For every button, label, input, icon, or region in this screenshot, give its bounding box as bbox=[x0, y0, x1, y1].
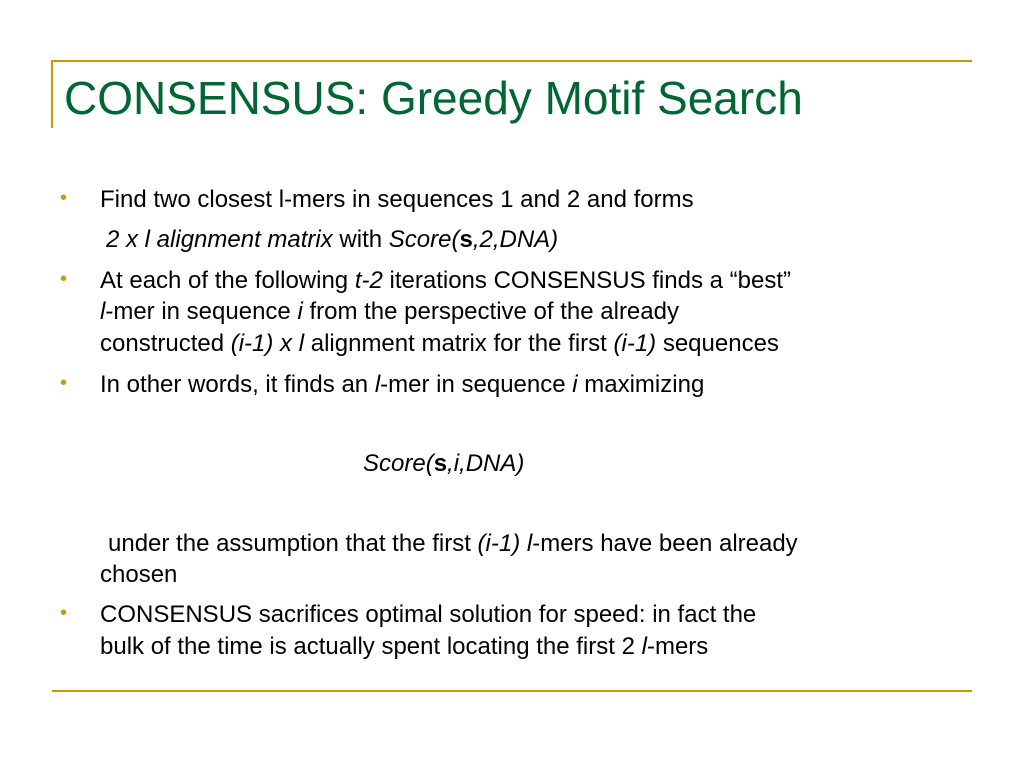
bullet-4-l: l bbox=[641, 633, 647, 660]
bullet-3-text-a: In other words, it finds an bbox=[100, 371, 375, 398]
formula-open: Score( bbox=[363, 450, 434, 477]
bullet-2-text-c: iterations CONSENSUS finds a “best” bbox=[382, 267, 791, 294]
bullet-3-text-e: maximizing bbox=[577, 371, 705, 398]
formula-s: s bbox=[433, 450, 448, 477]
bullet-3-line-1 bbox=[100, 369, 704, 400]
bullet-2-line-1 bbox=[100, 265, 791, 296]
bullet-2-t2: t-2 bbox=[354, 267, 383, 294]
bullet-4-line-2 bbox=[100, 631, 708, 662]
bullet-2-matrix-dims: (i-1) x l bbox=[230, 330, 305, 357]
title-top-rule bbox=[52, 60, 972, 62]
score-formula bbox=[363, 448, 524, 479]
bullet-3-line-4: chosen bbox=[100, 561, 178, 588]
bullet-3-text-h: -mers have been already bbox=[532, 530, 798, 557]
bullet-2-line-3 bbox=[100, 328, 779, 359]
bullet-3-i: i bbox=[572, 371, 578, 398]
bullet-2-text-d: from the perspective of the already bbox=[302, 298, 679, 325]
bullet-2-text-g: sequences bbox=[656, 330, 779, 357]
footer-rule bbox=[52, 690, 972, 692]
bullet-1-line-1: Find two closest l-mers in sequences 1 and 2 and forms bbox=[100, 186, 694, 213]
bullet-2-text-e: constructed bbox=[100, 330, 231, 357]
score-fn-open: Score( bbox=[388, 226, 460, 253]
bullet-4-text-c: -mers bbox=[646, 633, 709, 660]
slide-title: CONSENSUS: Greedy Motif Search bbox=[64, 72, 803, 124]
bullet-4-line-1: CONSENSUS sacrifices optimal solution for speed: in fact the bbox=[100, 601, 757, 628]
bullet-3-l: l bbox=[374, 371, 381, 398]
bullet-1-connector: with bbox=[332, 226, 389, 253]
bullet-3-text-f: under the assumption that the first bbox=[108, 530, 478, 557]
bullet-2-text-b: -mer in sequence bbox=[105, 298, 298, 325]
title-left-rule bbox=[51, 60, 53, 128]
bullet-2-i-minus-1: (i-1) bbox=[613, 330, 657, 357]
bullet-2-text-f: alignment matrix for the first bbox=[304, 330, 614, 357]
score-fn-args: ,2,DNA) bbox=[472, 226, 559, 253]
bullet-2-line-2 bbox=[100, 296, 679, 327]
formula-args: ,i,DNA) bbox=[447, 450, 525, 477]
bullet-marker-1: • bbox=[60, 187, 68, 209]
bullet-1-line-2 bbox=[106, 224, 558, 255]
bullet-2-text-a: At each of the following bbox=[100, 267, 355, 294]
bullet-marker-2: • bbox=[60, 268, 68, 290]
bullet-4-text-a: bulk of the time is actually spent locating the first 2 bbox=[100, 633, 642, 660]
alignment-matrix-term: 2 x l alignment matrix bbox=[106, 226, 333, 253]
bullet-3-line-3 bbox=[108, 528, 798, 559]
bullet-marker-3: • bbox=[60, 372, 68, 394]
score-fn-s: s bbox=[459, 226, 473, 253]
bullet-marker-4: • bbox=[60, 602, 68, 624]
bullet-2-l: l bbox=[100, 298, 106, 325]
bullet-2-i: i bbox=[297, 298, 303, 325]
bullet-3-i-minus-1-l: (i-1) l bbox=[477, 530, 533, 557]
bullet-3-text-c: -mer in sequence bbox=[380, 371, 573, 398]
